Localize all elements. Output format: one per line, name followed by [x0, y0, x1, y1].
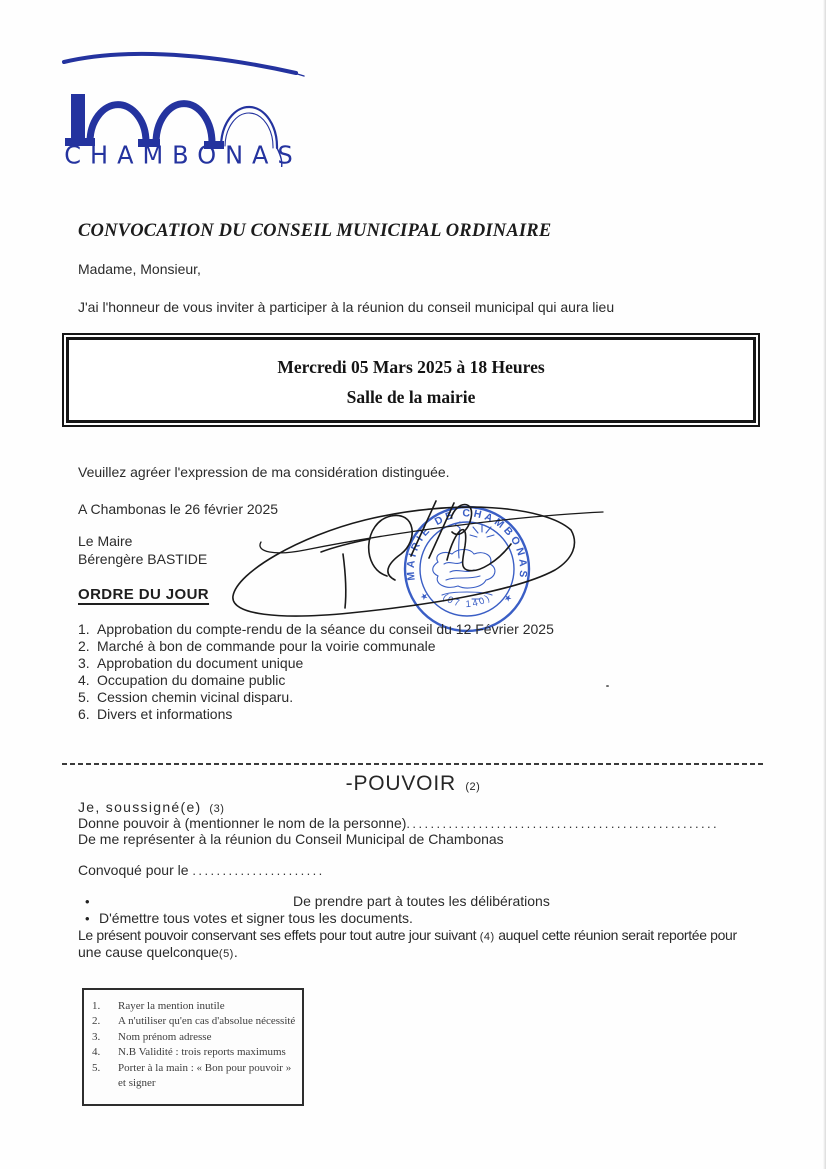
agenda-item: [78, 655, 718, 672]
agenda-item-number: 6.: [78, 705, 90, 722]
agenda-item-number: 5.: [78, 688, 90, 705]
agenda-item: [78, 621, 718, 638]
signer-title: Le Maire: [78, 533, 133, 549]
agenda-item-number: 3.: [78, 654, 90, 671]
convoque-text: Convoqué pour le: [78, 862, 189, 878]
effects-text: une cause quelconque: [78, 944, 219, 960]
fill-in-dots: ....................................................: [406, 816, 720, 831]
agenda-item: [78, 706, 718, 723]
agenda-item: [78, 689, 718, 706]
pouvoir-right-2: D'émettre tous votes et signer tous les documents.: [99, 910, 413, 926]
agenda-item-number: 2.: [78, 637, 90, 654]
footnote-number: 5.: [92, 1061, 101, 1074]
agenda-item-text: Approbation du compte-rendu de la séance du conseil du 12 Février 2025: [97, 621, 554, 637]
document-title: CONVOCATION DU CONSEIL MUNICIPAL ORDINAIRE: [78, 221, 552, 241]
agenda-item-number: 4.: [78, 671, 90, 688]
agenda-heading: ORDRE DU JOUR: [78, 586, 210, 603]
meeting-info-box-inner: [66, 337, 756, 423]
footnote-text: Rayer la mention inutile: [118, 1000, 225, 1012]
pouvoir-right-1: De prendre part à toutes les délibérations: [293, 893, 550, 909]
intro-line: J'ai l'honneur de vous inviter à participer à la réunion du conseil municipal qui aura lieu: [78, 299, 615, 315]
footnote-number: 3.: [92, 1030, 101, 1043]
agenda-item-text: Approbation du document unique: [97, 654, 304, 671]
effects-text: .: [233, 944, 238, 960]
footnote-number: 2.: [92, 1015, 101, 1028]
effects-note-4: (4): [479, 931, 495, 943]
footnote-item: [92, 1045, 298, 1060]
salutation: Madame, Monsieur,: [78, 261, 201, 277]
agenda-item: [78, 672, 718, 689]
meeting-place: Salle de la mairie: [346, 387, 476, 407]
stamp-ring-text: MAIRIE DE CHAMBONAS: [404, 507, 530, 582]
signer-name: Bérengère BASTIDE: [78, 551, 208, 567]
stamp-postal-code: (07 140): [440, 591, 494, 611]
closing-formula: Veuillez agréer l'expression de ma considération distinguée.: [78, 464, 450, 480]
pouvoir-title: -POUVOIR: [345, 772, 456, 795]
footnote-item: [92, 1030, 298, 1045]
pouvoir-heading: [0, 772, 826, 796]
soussigne-note: (3): [209, 803, 225, 815]
dashed-separator: [62, 763, 765, 765]
footnote-item: [92, 999, 298, 1014]
agenda-item-text: Marché à bon de commande pour la voirie communale: [97, 637, 436, 654]
effects-note-5: (5): [218, 948, 234, 960]
soussigne-text: Je, soussigné(e): [78, 799, 202, 815]
stamp-star-right-icon: ★: [502, 591, 514, 605]
bullet-icon: •: [85, 911, 90, 926]
effects-text: auquel cette réunion serait reportée pour: [494, 927, 737, 943]
place-and-date: A Chambonas le 26 février 2025: [78, 501, 279, 517]
pouvoir-title-note: (2): [465, 781, 481, 793]
effects-line-2: [78, 944, 238, 963]
footnote-number: 4.: [92, 1046, 101, 1059]
convoque-dots: ......................: [192, 863, 325, 878]
footnote-number: 1.: [92, 1000, 101, 1012]
agenda-item-text: Divers et informations: [97, 705, 233, 722]
convoque-line: [78, 862, 325, 879]
agenda-item-text: Cession chemin vicinal disparu.: [97, 688, 294, 705]
donne-pouvoir-line: [78, 815, 778, 832]
footnote-item: [92, 1061, 298, 1092]
footnote-text: N.B Validité : trois reports maximums: [118, 1046, 286, 1059]
mayor-signature-icon: [215, 494, 615, 634]
footnote-text: Porter à la main : « Bon pour pouvoir » et signer: [118, 1061, 292, 1090]
agenda-item: [78, 638, 718, 655]
representer-line: De me représenter à la réunion du Conseil Municipal de Chambonas: [78, 831, 504, 847]
agenda-item-text: Occupation du domaine public: [97, 671, 286, 688]
logo-town-name: CHAMBONAS: [64, 139, 302, 167]
meeting-datetime: Mercredi 05 Mars 2025 à 18 Heures: [277, 357, 545, 377]
bullet-icon: •: [85, 894, 90, 909]
donne-pouvoir-text: Donne pouvoir à (mentionner le nom de la personne): [78, 815, 407, 831]
stamp-star-left-icon: ★: [418, 590, 431, 603]
meeting-info-box: [62, 333, 760, 427]
footnote-item: [92, 1014, 298, 1029]
footnote-text: A n'utiliser qu'en cas d'absolue nécessité: [118, 1015, 296, 1028]
chambonas-bridge-logo-icon: [58, 42, 308, 167]
footnotes-box: [82, 988, 304, 1106]
scan-speck: [606, 685, 609, 687]
effects-text: Le présent pouvoir conservant ses effets pour tout autre jour suivant: [78, 927, 480, 943]
footnote-text: Nom prénom adresse: [118, 1030, 212, 1043]
agenda-list: [78, 621, 718, 722]
agenda-item-number: 1.: [78, 621, 90, 637]
